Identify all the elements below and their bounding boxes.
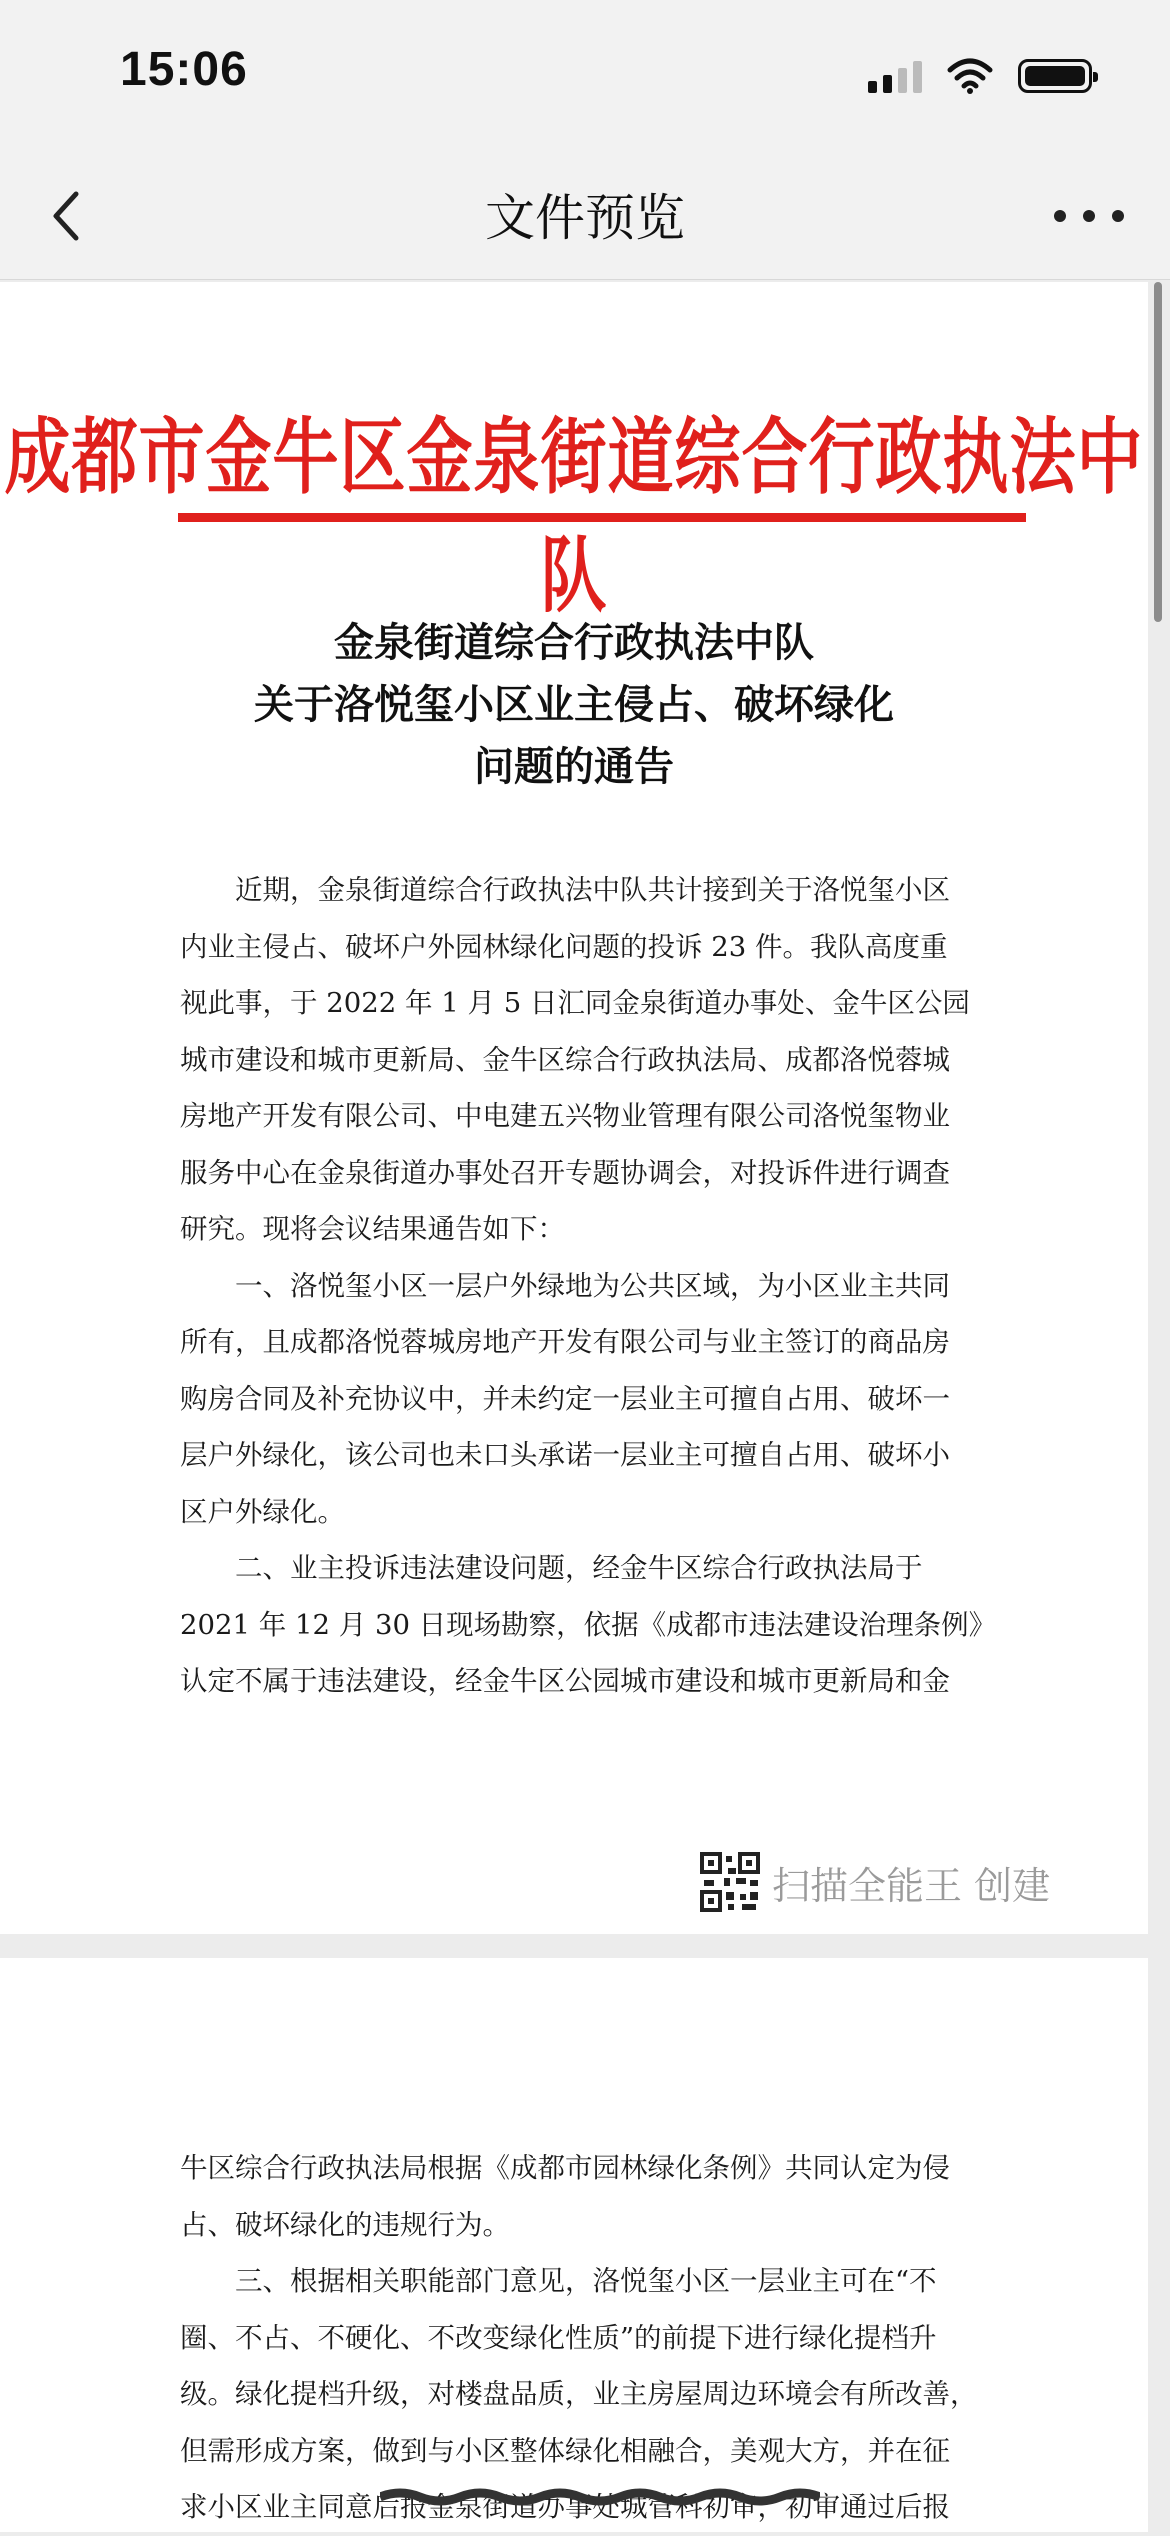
body-line: 研究。现将会议结果通告如下： bbox=[180, 1213, 565, 1245]
notice-body bbox=[180, 862, 1010, 1710]
body-line: 但需形成方案，做到与小区整体绿化相融合，美观大方，并在征 bbox=[180, 2434, 950, 2467]
scanner-watermark bbox=[700, 1852, 1050, 1912]
letterhead-rule bbox=[178, 513, 1026, 522]
body-line: 层户外绿化，该公司也未口头承诺一层业主可擅自占用、破坏小 bbox=[180, 1439, 950, 1471]
body-line: 视此事，于 2022 年 1 月 5 日汇同金泉街道办事处、金牛区公园 bbox=[180, 987, 970, 1019]
body-line: 区户外绿化。 bbox=[180, 1495, 345, 1528]
notice-body-continued bbox=[180, 2140, 1010, 2536]
status-time: 15:06 bbox=[120, 43, 248, 96]
notice-title bbox=[0, 612, 1148, 798]
wifi-icon bbox=[946, 58, 994, 94]
body-line: 二、业主投诉违法建设问题，经金牛区综合行政执法局于 bbox=[180, 1552, 923, 1584]
body-line: 三、根据相关职能部门意见，洛悦玺小区一层业主可在“不 bbox=[180, 2265, 937, 2297]
body-line: 房地产开发有限公司、中电建五兴物业管理有限公司洛悦玺物业 bbox=[180, 1100, 950, 1132]
body-line: 占、破坏绿化的违规行为。 bbox=[180, 2208, 510, 2241]
nav-bar bbox=[0, 150, 1170, 280]
body-line: 城市建设和城市更新局、金牛区综合行政执法局、成都洛悦蓉城 bbox=[180, 1043, 950, 1076]
body-line: 近期，金泉街道综合行政执法中队共计接到关于洛悦玺小区 bbox=[180, 874, 950, 906]
body-line: 服务中心在金泉街道办事处召开专题协调会，对投诉件进行调查 bbox=[180, 1156, 950, 1189]
more-button[interactable] bbox=[1054, 188, 1124, 244]
body-line: 求小区业主同意后报金泉街道办事处城管科初审，初审通过后报 bbox=[180, 2491, 950, 2523]
status-bar bbox=[0, 0, 1170, 150]
watermark-text: 扫描全能王 创建 bbox=[772, 1863, 1051, 1908]
body-line: 认定不属于违法建设，经金牛区公园城市建设和城市更新局和金 bbox=[180, 1665, 950, 1697]
document-page-1[interactable] bbox=[0, 282, 1148, 1934]
page-title: 文件预览 bbox=[485, 189, 685, 247]
body-line: 级。绿化提档升级，对楼盘品质，业主房屋周边环境会有所改善， bbox=[180, 2378, 978, 2410]
notice-title-line: 关于洛悦玺小区业主侵占、破坏绿化 bbox=[254, 681, 894, 728]
body-line: 牛区综合行政执法局根据《成都市园林绿化条例》共同认定为侵 bbox=[180, 2152, 950, 2184]
letterhead: 成都市金牛区金泉街道综合行政执法中队 bbox=[4, 407, 1144, 624]
cellular-signal-icon bbox=[868, 59, 922, 93]
scrollbar-thumb[interactable] bbox=[1154, 282, 1162, 622]
body-line: 购房合同及补充协议中，并未约定一层业主可擅自占用、破坏一 bbox=[180, 1382, 950, 1415]
notice-title-line: 问题的通告 bbox=[474, 743, 674, 790]
battery-level bbox=[1025, 66, 1085, 86]
body-line: 内业主侵占、破坏户外园林绿化问题的投诉 23 件。我队高度重 bbox=[180, 930, 948, 963]
redaction-scribble bbox=[380, 2487, 820, 2507]
body-line: 一、洛悦玺小区一层户外绿地为公共区域，为小区业主共同 bbox=[180, 1269, 950, 1302]
status-icons bbox=[868, 56, 1092, 96]
battery-icon bbox=[1018, 59, 1092, 93]
body-line: 圈、不占、不硬化、不改变绿化性质”的前提下进行绿化提档升 bbox=[180, 2321, 937, 2354]
body-line: 所有，且成都洛悦蓉城房地产开发有限公司与业主签订的商品房 bbox=[180, 1326, 950, 1358]
notice-title-line: 金泉街道综合行政执法中队 bbox=[334, 619, 814, 666]
body-line: 2021 年 12 月 30 日现场勘察，依据《成都市违法建设治理条例》 bbox=[180, 1608, 997, 1641]
ellipsis-icon bbox=[1054, 210, 1066, 222]
qr-code-icon bbox=[700, 1852, 760, 1912]
